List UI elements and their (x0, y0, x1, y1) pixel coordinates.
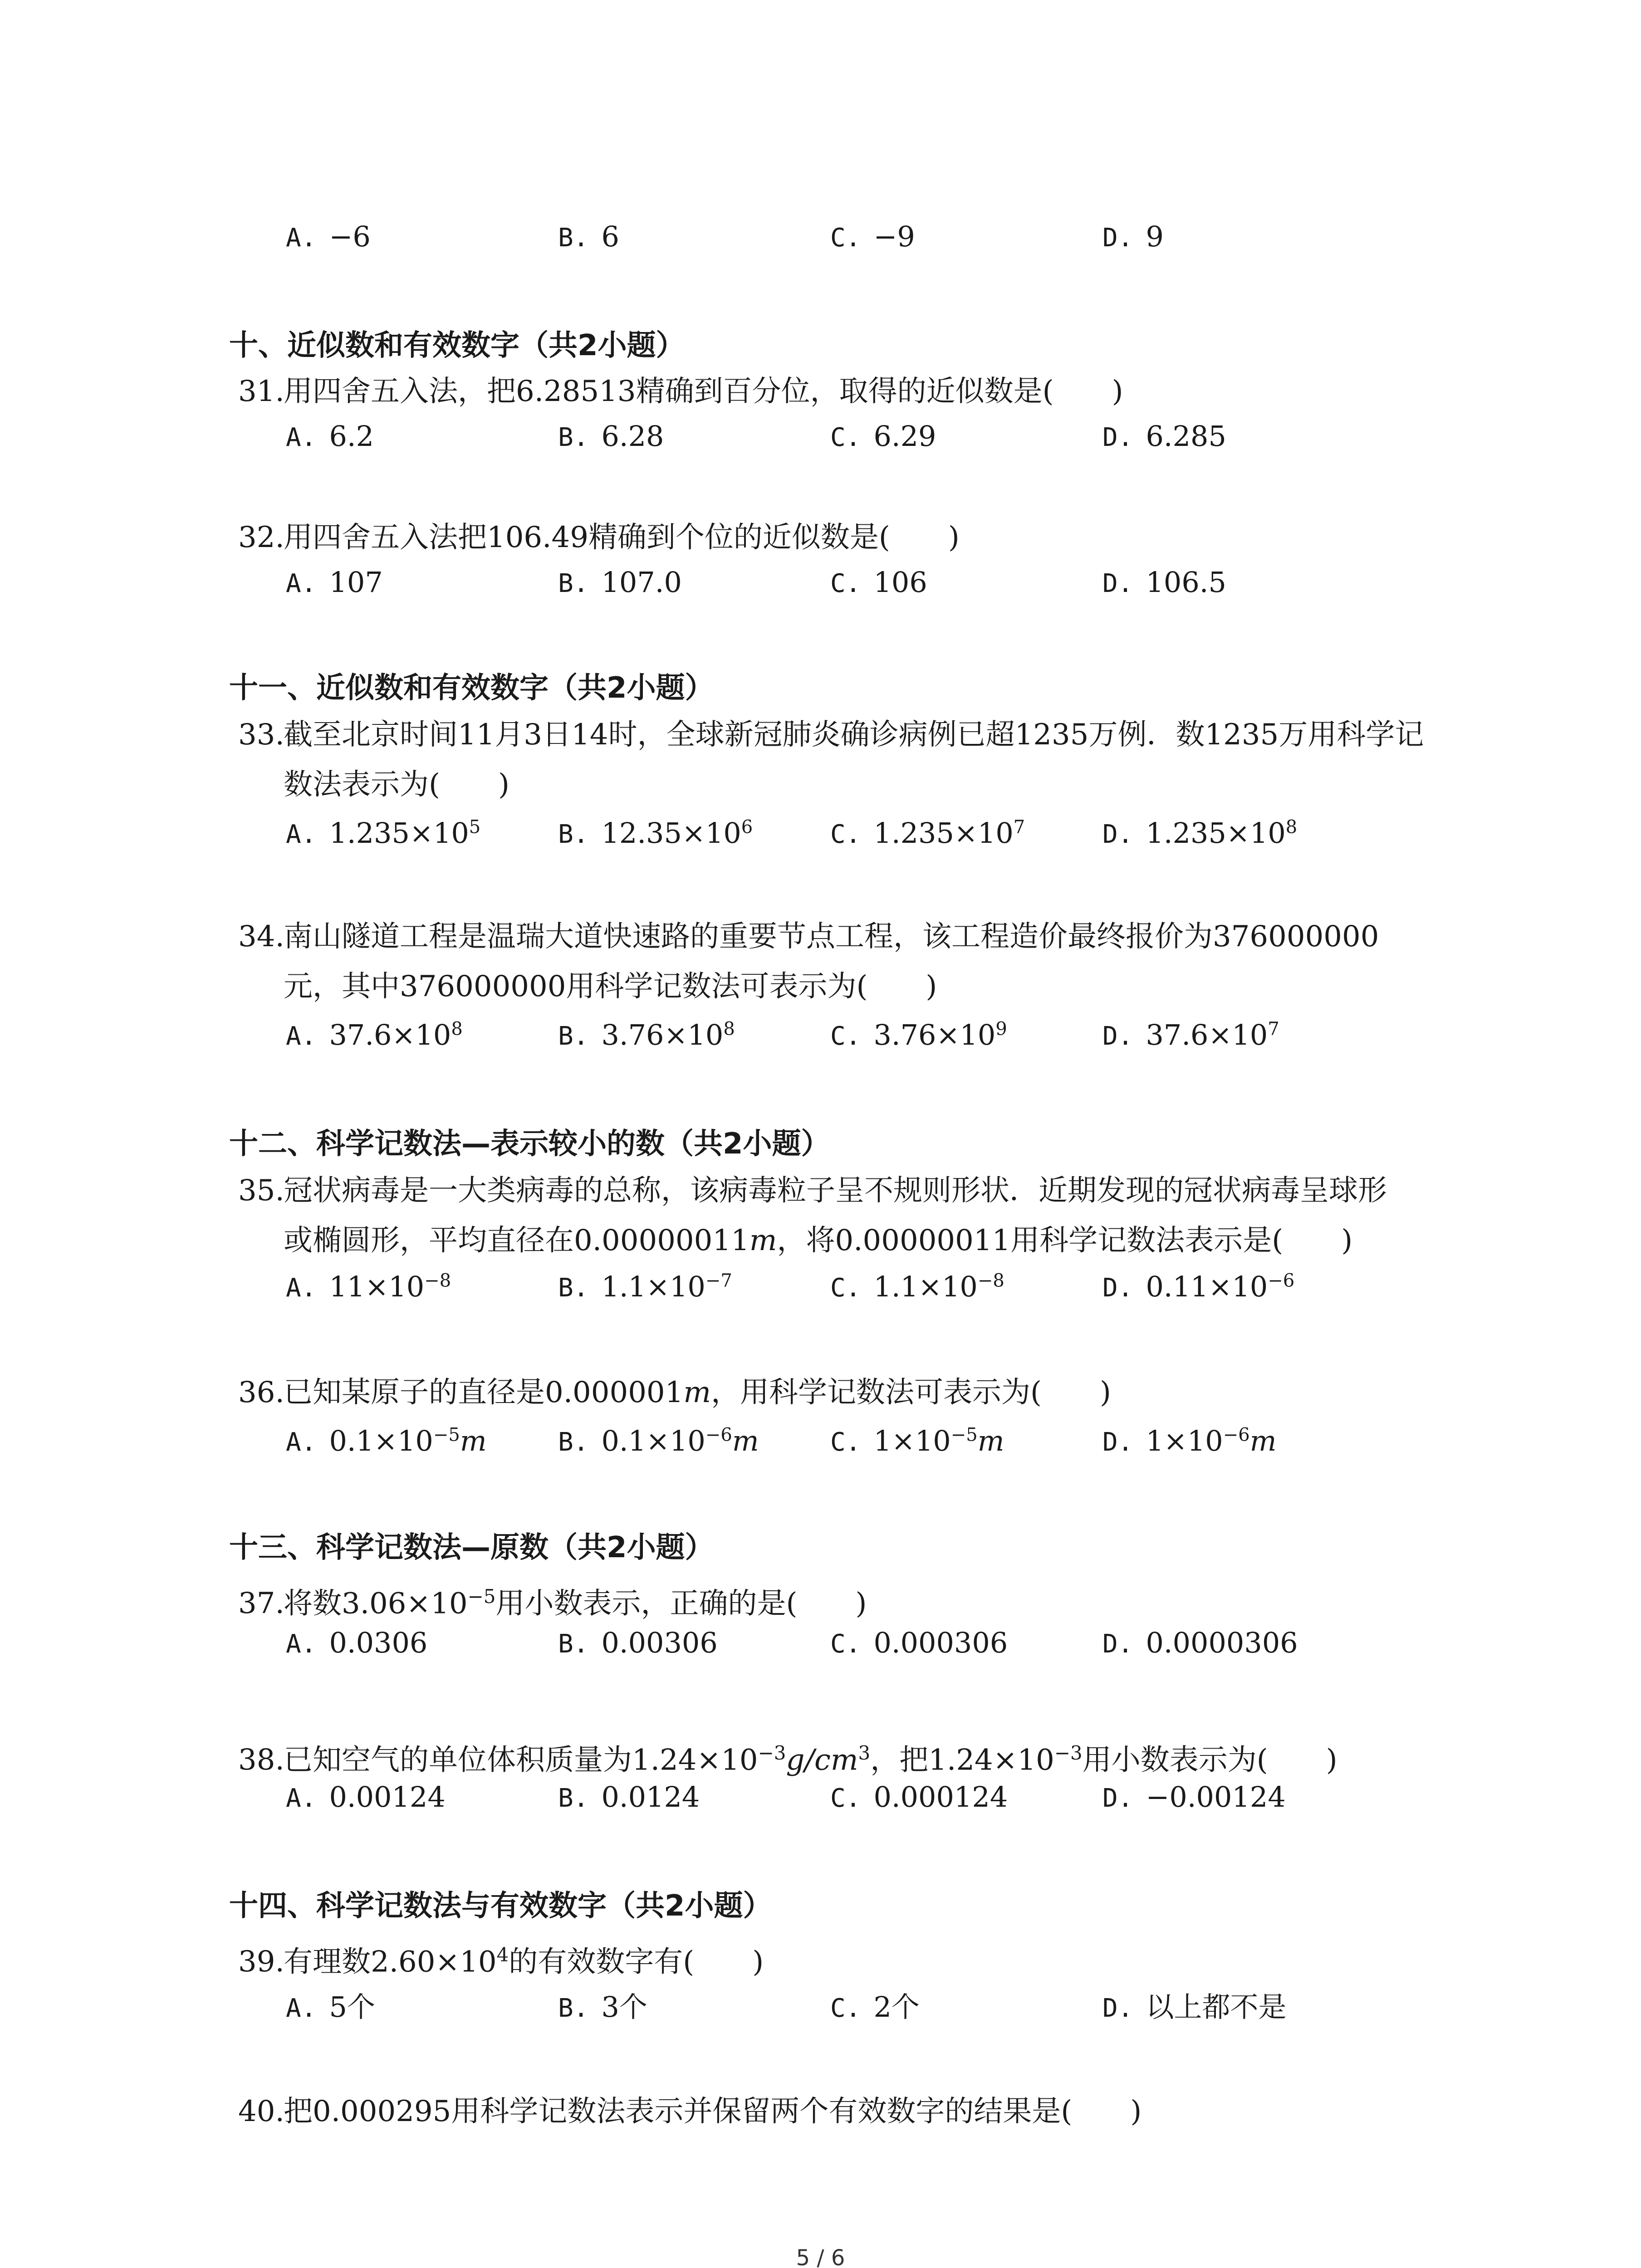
q31-option-a[interactable]: A. 6.2 (286, 420, 374, 453)
q36-option-b[interactable]: B. $0.1\times 10^{-6}m$ (558, 1424, 759, 1457)
q32-options (286, 566, 1465, 620)
q34-option-b[interactable]: B. $3.76\times 10^8$ (558, 1018, 735, 1051)
question-33: 33.截至北京时间11月3日14时，全球新冠肺炎确诊病例已超1235万例．数1235万用科学记 数法表示为( ) (238, 718, 1424, 802)
q34-option-a[interactable]: A. $37.6\times 10^8$ (286, 1018, 463, 1051)
q33-option-c[interactable]: C. $1.235\times 10^7$ (830, 816, 1025, 850)
question-39: 39.有理数$2.60\times 10^4$的有效数字有( ) (238, 1944, 764, 1979)
question-31: 31.用四舍五入法，把6.28513精确到百分位，取得的近似数是( ) (238, 375, 1123, 408)
q35-option-d[interactable]: D. $0.11\times 10^{-6}$ (1102, 1270, 1295, 1303)
q31-option-b[interactable]: B. 6.28 (558, 420, 664, 453)
q36-option-a[interactable]: A. $0.1\times 10^{-5}m$ (286, 1424, 487, 1457)
q30-option-a[interactable]: A. −6 (286, 220, 371, 253)
q31-option-c[interactable]: C. 6.29 (830, 420, 936, 453)
q32-option-d[interactable]: D. 106.5 (1102, 566, 1226, 599)
section-heading-12: 十二、科学记数法—表示较小的数（共2小题） (229, 1127, 830, 1161)
q32-option-a[interactable]: A. 107 (286, 566, 383, 599)
question-40: 40.把0.000295用科学记数法表示并保留两个有效数字的结果是( ) (238, 2095, 1142, 2128)
question-37: 37.将数$3.06\times 10^{-5}$用小数表示，正确的是( ) (238, 1585, 867, 1621)
q33-option-a[interactable]: A. $1.235\times 10^5$ (286, 816, 481, 850)
q38-options (286, 1780, 1465, 1835)
q31-options (286, 420, 1465, 474)
q38-option-a[interactable]: A. 0.00124 (286, 1780, 446, 1813)
q38-option-b[interactable]: B. 0.0124 (558, 1780, 700, 1813)
q36-option-d[interactable]: D. $1\times 10^{-6}m$ (1102, 1424, 1277, 1457)
q30-options (286, 220, 1465, 274)
q34-option-d[interactable]: D. $37.6\times 10^7$ (1102, 1018, 1279, 1051)
question-36: 36.已知某原子的直径是0.000001m，用科学记数法可表示为( ) (238, 1376, 1111, 1409)
q35-options (286, 1270, 1465, 1325)
q37-option-a[interactable]: A. 0.0306 (286, 1626, 428, 1659)
q34-option-c[interactable]: C. $3.76\times 10^9$ (830, 1018, 1007, 1051)
q39-option-d[interactable]: D. 以上都不是 (1102, 1990, 1287, 2024)
q39-option-c[interactable]: C. 2个 (830, 1990, 920, 2024)
q32-option-b[interactable]: B. 107.0 (558, 566, 682, 599)
q30-option-d[interactable]: D. 9 (1102, 220, 1164, 253)
q39-option-a[interactable]: A. 5个 (286, 1990, 375, 2024)
q33-options (286, 816, 1465, 871)
q38-option-d[interactable]: D. −0.00124 (1102, 1780, 1286, 1813)
q33-option-d[interactable]: D. $1.235\times 10^8$ (1102, 816, 1298, 850)
q37-option-c[interactable]: C. 0.000306 (830, 1626, 1008, 1659)
q33-option-b[interactable]: B. $12.35\times 10^6$ (558, 816, 753, 850)
q34-options (286, 1018, 1465, 1073)
q37-option-d[interactable]: D. 0.0000306 (1102, 1626, 1298, 1659)
q35-option-c[interactable]: C. $1.1\times 10^{-8}$ (830, 1270, 1004, 1303)
section-heading-14: 十四、科学记数法与有效数字（共2小题） (229, 1889, 772, 1923)
q37-options (286, 1626, 1465, 1681)
q35-option-b[interactable]: B. $1.1\times 10^{-7}$ (558, 1270, 732, 1303)
q36-options (286, 1424, 1465, 1479)
q39-option-b[interactable]: B. 3个 (558, 1990, 647, 2024)
page-number: 5 / 6 (796, 2245, 845, 2268)
q36-option-c[interactable]: C. $1\times 10^{-5}m$ (830, 1424, 1004, 1457)
question-38: 38.已知空气的单位体积质量为$1.24\times 10^{-3}g/cm^3$，把$1.24\times 10^{-3}$用小数表示为( ) (238, 1742, 1337, 1777)
q35-option-a[interactable]: A. $11\times 10^{-8}$ (286, 1270, 451, 1303)
q37-option-b[interactable]: B. 0.00306 (558, 1626, 718, 1659)
question-32: 32.用四舍五入法把106.49精确到个位的近似数是( ) (238, 521, 960, 554)
q30-option-c[interactable]: C. −9 (830, 220, 915, 253)
section-heading-13: 十三、科学记数法—原数（共2小题） (229, 1531, 714, 1564)
section-heading-11: 十一、近似数和有效数字（共2小题） (229, 671, 714, 705)
question-34: 34.南山隧道工程是温瑞大道快速路的重要节点工程，该工程造价最终报价为376000000 元，其中376000000用科学记数法可表示为( ) (238, 920, 1379, 1003)
question-35: 35.冠状病毒是一大类病毒的总称，该病毒粒子呈不规则形状．近期发现的冠状病毒呈球形 或椭圆形，平均直径在0.00000011m，将0.00000011用科学记数法表示是( ) (238, 1174, 1387, 1257)
q38-option-c[interactable]: C. 0.000124 (830, 1780, 1008, 1813)
q30-option-b[interactable]: B. 6 (558, 220, 619, 253)
section-heading-10: 十、近似数和有效数字（共2小题） (229, 329, 685, 362)
q31-option-d[interactable]: D. 6.285 (1102, 420, 1226, 453)
q32-option-c[interactable]: C. 106 (830, 566, 927, 599)
q39-options (286, 1984, 1465, 2039)
